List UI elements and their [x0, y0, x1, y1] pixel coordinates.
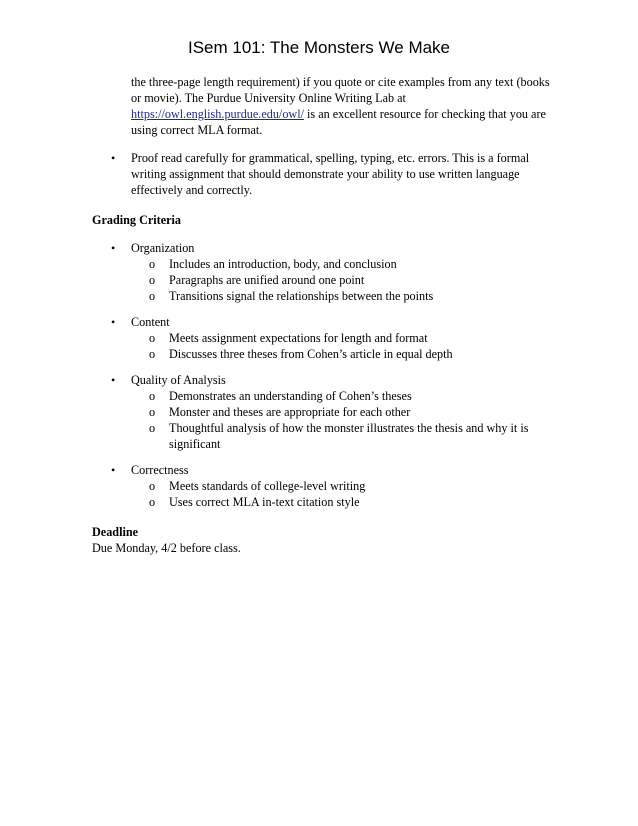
sub-bullet-glyph: o: [149, 495, 156, 509]
criterion-subitem-text: Discusses three theses from Cohen’s article in equal depth: [169, 347, 453, 361]
proofread-text: Proof read carefully for grammatical, spelling, typing, etc. errors. This is a formal writing assignment that should demonstrate your ability to use written language effectively and correctly.: [131, 151, 530, 197]
bullet-glyph: •: [111, 463, 116, 477]
sub-bullet-glyph: o: [149, 273, 156, 287]
deadline-heading: Deadline: [92, 525, 139, 539]
continued-text-end: is an excellent resource for checking that you are using correct MLA format.: [131, 107, 546, 137]
proofread-bullet: [92, 150, 552, 198]
criterion-subitem-text: Meets assignment expectations for length and format: [169, 331, 428, 345]
criterion-subitem-text: Transitions signal the relationships between the points: [169, 289, 434, 303]
criterion-item: [92, 372, 552, 388]
sub-bullet-glyph: o: [149, 389, 156, 403]
sub-bullet-glyph: o: [149, 421, 156, 435]
criterion-sublist: [92, 388, 552, 452]
criterion-subitem: [92, 388, 552, 404]
sub-bullet-glyph: o: [149, 331, 156, 345]
sub-bullet-glyph: o: [149, 347, 156, 361]
grading-criteria-heading: Grading Criteria: [92, 213, 182, 227]
criterion-item: [92, 240, 552, 256]
owl-link[interactable]: https://owl.english.purdue.edu/owl/: [131, 107, 304, 121]
sub-bullet-glyph: o: [149, 289, 156, 303]
criterion-subitem-text: Uses correct MLA in-text citation style: [169, 495, 360, 509]
criterion-label: Content: [131, 315, 170, 329]
sub-bullet-glyph: o: [149, 257, 156, 271]
criterion-subitem: [92, 346, 552, 362]
sub-bullet-glyph: o: [149, 479, 156, 493]
bullet-glyph: •: [111, 241, 116, 255]
deadline-text: Due Monday, 4/2 before class.: [92, 541, 241, 555]
criterion-subitem: [92, 272, 552, 288]
criterion-subitem: [92, 494, 552, 510]
bullet-glyph: •: [111, 151, 116, 165]
criterion-item: [92, 462, 552, 478]
criterion-subitem: [92, 256, 552, 272]
continued-paragraph: [131, 74, 552, 138]
criterion-label: Organization: [131, 241, 195, 255]
criterion-subitem-text: Demonstrates an understanding of Cohen’s theses: [169, 389, 412, 403]
continued-text-start: the three-page length requirement) if you quote or cite examples from any text (books or movie). The Purdue University Online Writing Lab at: [131, 75, 550, 105]
criterion-label: Quality of Analysis: [131, 373, 226, 387]
bullet-glyph: •: [111, 373, 116, 387]
criterion-subitem-text: Meets standards of college-level writing: [169, 479, 366, 493]
criterion-sublist: [92, 478, 552, 510]
sub-bullet-glyph: o: [149, 405, 156, 419]
criterion-subitem: [92, 404, 552, 420]
criterion-subitem-text: Monster and theses are appropriate for each other: [169, 405, 411, 419]
criterion-sublist: [92, 330, 552, 362]
document-body: [92, 74, 552, 556]
criterion-subitem-text: Includes an introduction, body, and conclusion: [169, 257, 397, 271]
criterion-subitem-text: Thoughtful analysis of how the monster illustrates the thesis and why it is significant: [169, 421, 529, 451]
criteria-list: [92, 240, 552, 510]
criterion-subitem: [92, 478, 552, 494]
criterion-subitem-text: Paragraphs are unified around one point: [169, 273, 365, 287]
criterion-sublist: [92, 256, 552, 304]
page-header-title: ISem 101: The Monsters We Make: [187, 38, 451, 57]
criterion-subitem: [92, 288, 552, 304]
criterion-subitem: [92, 420, 552, 452]
bullet-glyph: •: [111, 315, 116, 329]
criterion-subitem: [92, 330, 552, 346]
criterion-label: Correctness: [131, 463, 189, 477]
criterion-item: [92, 314, 552, 330]
